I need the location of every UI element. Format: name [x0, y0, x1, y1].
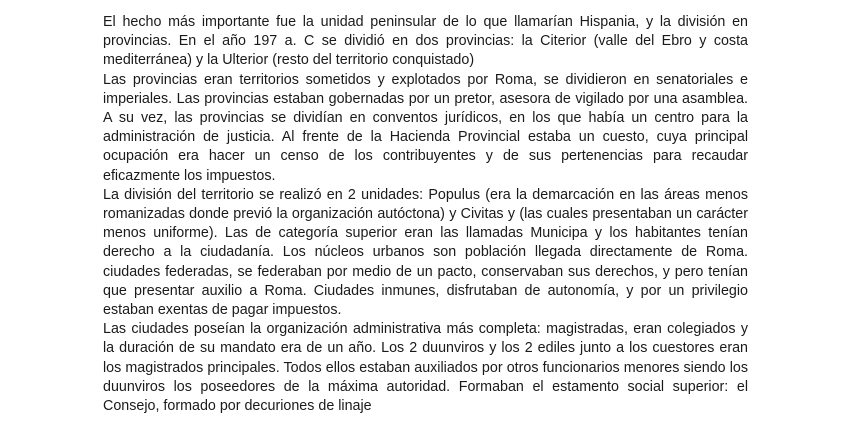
paragraph-city-administration: Las ciudades poseían la organización administrativa más completa: magistradas, eran colegiados y la duración de su mandato era de un año. Los 2 duunviros y los 2 ediles junto a los cuestores eran los magistrados principales. Todos ellos estaban auxiliados por otros funcionarios menores siendo los duunviros los poseedores de la máxima autoridad. Formaban el estamento social superior: el Consejo, formado por decuriones de linaje	[103, 321, 748, 415]
paragraph-territory-division: La división del territorio se realizó en 2 unidades: Populus (era la demarcación en las áreas menos romanizadas donde previó la organización autóctona) y Civitas y (las cuales presentaban un carácter menos uniforme). Las de categoría superior eran las llamadas Municipa y los habitantes tenían derecho a la ciudadanía. Los núcleos urbanos son población llegada directamente de Roma. ciudades federadas, se federaban por medio de un pacto, conservaban sus derechos, y pero tenían que presentar auxilio a Roma. Ciudades inmunes, disfrutaban de autonomía, y por un privilegio estaban exentas de pagar impuestos.	[103, 186, 748, 319]
paragraph-provincial-government: Las provincias eran territorios sometidos y explotados por Roma, se dividieron en senatoriales e imperiales. Las provincias estaban gobernadas por un pretor, asesora de vigilado por una asamblea. A su vez, las provincias se dividían en conventos jurídicos, en los que había un centro para la administración de justicia. Al frente de la Hacienda Provincial estaba un cuesto, cuya principal ocupación era hacer un censo de los contribuyentes y de sus pertenencias para recaudar eficazmente los impuestos.	[103, 71, 748, 184]
document-page	[103, 13, 748, 416]
paragraph-hispania-provinces: El hecho más importante fue la unidad peninsular de lo que llamarían Hispania, y la división en provincias. En el año 197 a. C se dividió en dos provincias: la Citerior (valle del Ebro y costa mediterránea) y la Ulterior (resto del territorio conquistado)	[103, 14, 748, 69]
